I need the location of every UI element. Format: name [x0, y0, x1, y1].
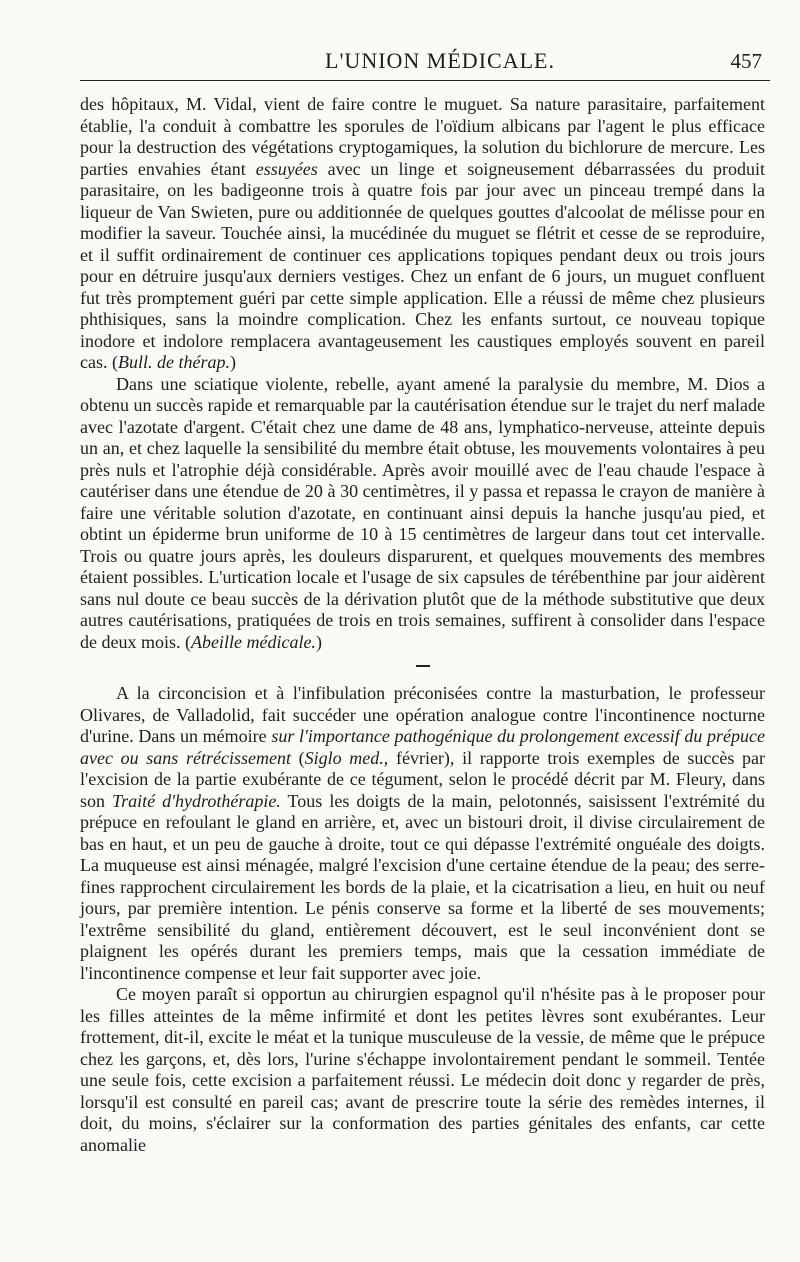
paragraph-sciatique: Dans une sciatique violente, rebelle, ayant amené la paralysie du membre, M. Dios a obtenu un succès rapide et remarquable par la cautérisation étendue sur le trajet du nerf malade avec l'azotate d'argent. C'était chez une dame de 48 ans, lymphatico-nerveuse, atteinte depuis un an, et chez laquelle la sensibilité du membre était obtuse, les mouvements volontaires à peu près nuls et l'atrophie déjà considérable. Après avoir mouillé avec de l'eau chaude l'espace à cautériser dans une étendue de 20 à 30 centimètres, il y passa et repassa le crayon de manière à faire une véritable solution d'azotate, en continuant ainsi depuis la hanche jusqu'au pied, et obtint un épiderme brun uniforme de 10 à 15 centimètres de largeur dans tout cet intervalle. Trois ou quatre jours après, les douleurs disparurent, et quelques mouvements des membres étaient possibles. L'urtication locale et l'usage de six capsules de térébenthine par jour aidèrent sans nul doute ce beau succès de la dérivation plutôt que de la méthode substitutive que deux autres cautérisations, pratiquées de trois en trois semaines, suffirent à consolider dans l'espace de deux mois. (Abeille médicale.) — [80, 373, 765, 652]
section-separator — [416, 665, 430, 667]
body-text — [80, 94, 765, 1156]
emphasis: essuyées — [255, 158, 318, 179]
paragraph-moyen: Ce moyen paraît si opportun au chirurgien espagnol qu'il n'hésite pas à le proposer pour les filles atteintes de la même infirmité et dont les petites lèvres sont exubérantes. Leur frottement, dit-il, excite le méat et la tunique musculeuse de la vessie, de même que le prépuce chez les garçons, et, dès lors, l'urine s'échappe involontairement pendant le sommeil. Tentée une seule fois, cette excision a parfaitement réussi. Le médecin doit donc y regarder de près, lorsqu'il est consulté en pareil cas; avant de prescrire toute la série des remèdes internes, il doit, du moins, s'éclairer sur la conformation des parties génitales des enfants, car cette anomalie — [80, 984, 765, 1155]
citation-source: Siglo med. — [304, 747, 384, 768]
page-number: 457 — [730, 49, 762, 73]
book-title: Traité d'hydrothérapie. — [112, 790, 281, 811]
running-head-title: L'UNION MÉDICALE. — [325, 48, 555, 73]
citation-source: Abeille médicale. — [190, 631, 316, 652]
paragraph-circoncision: A la circoncision et à l'infibulation préconisées contre la masturbation, le professeur Olivares, de Valladolid, fait succéder une opération analogue contre l'incontinence nocturne d'urine. Dans un mémoire sur l'importance pathogénique du prolongement excessif du prépuce avec ou sans rétrécissement (Siglo med., février), il rapporte trois exemples de succès par l'excision de la partie exubérante de ce tégument, selon le procédé décrit par M. Fleury, dans son Traité d'hydrothérapie. Tous les doigts de la main, pelotonnés, saisissent l'extrémité du prépuce en refoulant le gland en arrière, et, avec un bistouri droit, il divise circulairement de bas en haut, et un peu de gauche à droite, tout ce qui dépasse l'extrémité onguéale des doigts. La muqueuse est ainsi ménagée, malgré l'excision d'une certaine étendue de la peau; des serre-fines rapprochent circulairement les bords de la plaie, et la cicatrisation a lieu, en huit ou neuf jours, par première intention. Le pénis conserve sa forme et la liberté de ses mouvements; l'extrême sensibilité du gland, entièrement découvert, est le seul inconvénient dont se plaignent les opérés durant les premiers temps, mais que la cessation immédiate de l'incontinence compense et leur fait supporter avec joie. — [80, 683, 765, 983]
memoir-title: sur l'importance pathogénique du prolongement excessif du prépuce avec ou sans rétrécissement — [80, 726, 765, 768]
paragraph-muguet: des hôpitaux, M. Vidal, vient de faire contre le muguet. Sa nature parasitaire, parfaitement établie, l'a conduit à combattre les sporules de l'oïdium albicans par l'agent le plus efficace pour la destruction des végétations cryptogamiques, la solution du bichlorure de mercure. Les parties envahies étant essuyées avec un linge et soigneusement débarrassées du produit parasitaire, on les badigeonne trois à quatre fois par jour avec un pinceau trempé dans la liqueur de Van Swieten, pure ou additionnée de quelques gouttes d'alcoolat de mélisse pour en modifier la saveur. Touchée ainsi, la mucédinée du muguet se flétrit et cesse de se reproduire, et il suffit ordinairement de continuer ces applications topiques pendant deux ou trois jours pour en détruire jusqu'aux derniers vestiges. Chez un enfant de 6 jours, un muguet confluent fut très promptement guéri par cette simple application. Elle a réussi de même chez plusieurs phthisiques, sans la moindre complication. Chez les enfants surtout, ce nouveau topique inodore et indolore remplacera avantageusement les caustiques employés souvent en pareil cas. (Bull. de thérap.) — [80, 94, 766, 372]
citation-source: Bull. de thérap. — [117, 352, 230, 372]
header-rule — [80, 80, 770, 81]
